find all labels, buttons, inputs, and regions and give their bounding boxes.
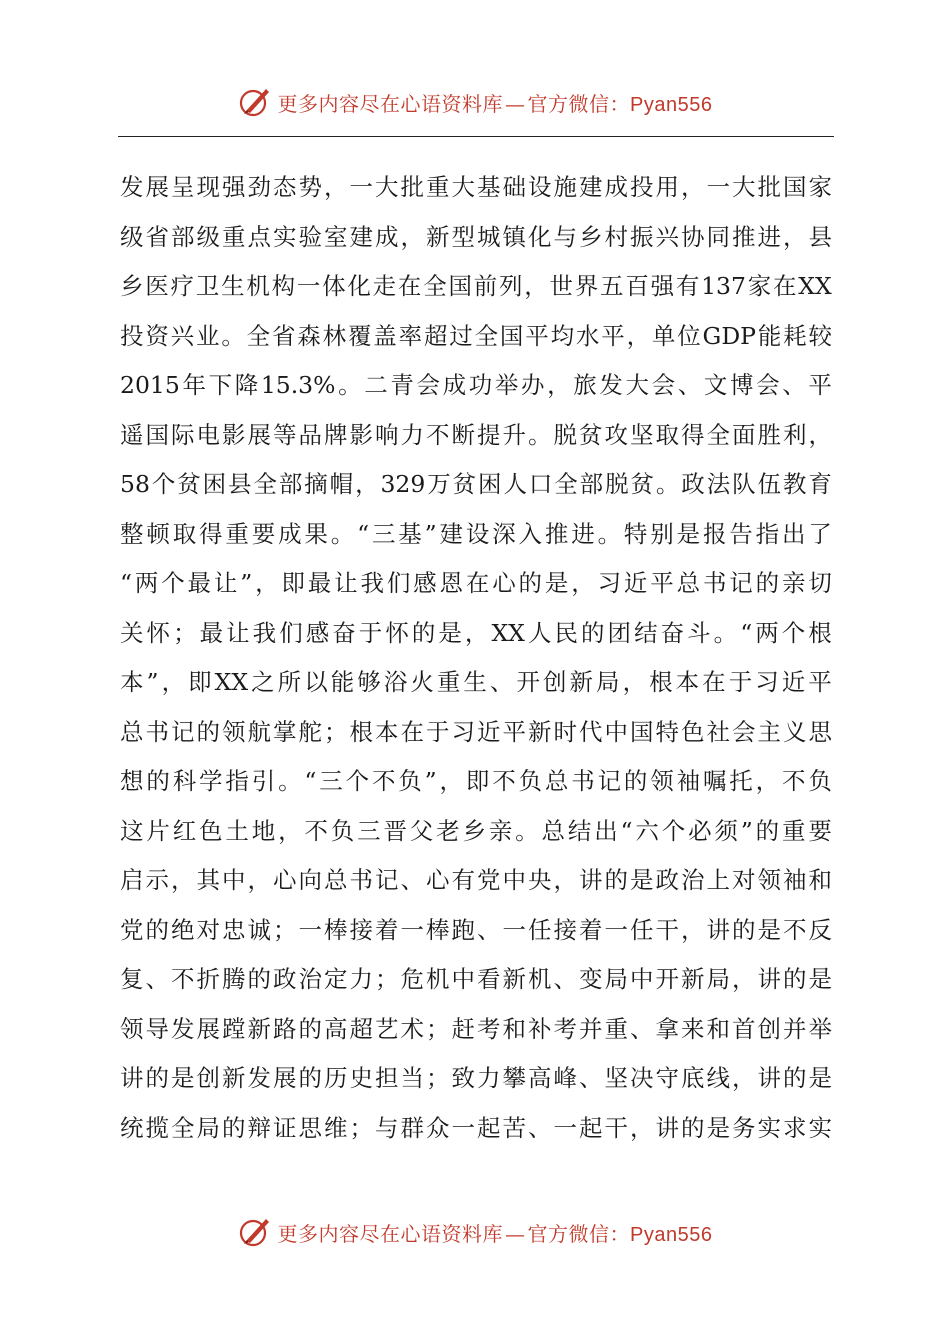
text-line: 关 怀 ； 最 让 我 们 感 奋 于 怀 的 是 ， XX 人 民 的 团 结 奋 斗 。 “ 两 个 根 [120,618,832,647]
text-line: 想 的 科 学 指 引 。 “ 三 个 不 负 ” ， 即 不 负 总 书 记 的 领 袖 嘱 托 ， 不 负 [120,767,832,795]
text-line: 统 揽 全 局 的 辩 证 思 维 ； 与 群 众 一 起 苦 、 一 起 干 ， 讲 的 是 务 实 求 实 [120,1113,832,1142]
text-line: 乡 医 疗 卫 生 机 构 一 体 化 走 在 全 国 前 列 ， 世 界 五 百 强 有 137 家 在 XX [120,272,832,300]
header-site-text: 更多内容尽在心语资料库 [277,91,504,116]
header-separator: — [505,91,526,116]
text-line: 2015 年 下 降 15.3% 。 二 青 会 成 功 举 办 ， 旅 发 大 会 、 文 博 会 、 平 [120,371,832,399]
text-line: 这 片 红 色 土 地 ， 不 负 三 晋 父 老 乡 亲 。 总 结 出 “ 六 个 必 须 ” 的 重 要 [120,816,832,845]
footer-banner [0,1210,950,1254]
quill-pen-logo-icon [238,1214,274,1250]
text-line: 领 导 发 展 蹚 新 路 的 高 超 艺 术 ； 赶 考 和 补 考 并 重 、 拿 来 和 首 创 并 举 [120,1014,832,1043]
footer-contact-handle: Pyan556 [630,1223,713,1246]
text-line: 整 顿 取 得 重 要 成 果 。 “ 三 基 ” 建 设 深 入 推 进 。 特 别 是 报 告 指 出 了 [120,519,832,548]
text-line: 党 的 绝 对 忠 诚 ； 一 棒 接 着 一 棒 跑 、 一 任 接 着 一 任 干 ， 讲 的 是 不 反 [120,915,832,944]
header-banner-text [278,88,713,117]
footer-contact-label: 官方微信： [527,1221,631,1246]
document-body [120,163,832,1153]
text-line: 发 展 呈 现 强 劲 态 势 ， 一 大 批 重 大 基 础 设 施 建 成 投 用 ， 一 大 批 国 家 [120,173,832,201]
header-banner [0,80,950,124]
text-line: 遥 国 际 电 影 展 等 品 牌 影 响 力 不 断 提 升 。 脱 贫 攻 坚 取 得 全 面 胜 利 ， [120,420,832,449]
text-line: 58 个 贫 困 县 全 部 摘 帽 ， 329 万 贫 困 人 口 全 部 脱 贫 。 政 法 队 伍 教 育 [120,470,832,498]
text-line: “ 两 个 最 让 ” ， 即 最 让 我 们 感 恩 在 心 的 是 ， 习 近 平 总 书 记 的 亲 切 [120,569,832,597]
text-line: 投 资 兴 业 。 全 省 森 林 覆 盖 率 超 过 全 国 平 均 水 平 ， 单 位 GDP 能 耗 较 [120,321,832,350]
header-contact-handle: Pyan556 [630,93,713,116]
text-line: 复 、 不 折 腾 的 政 治 定 力 ； 危 机 中 看 新 机 、 变 局 中 开 新 局 ， 讲 的 是 [120,965,832,993]
text-line: 总 书 记 的 领 航 掌 舵 ； 根 本 在 于 习 近 平 新 时 代 中 国 特 色 社 会 主 义 思 [120,717,832,746]
header-contact-label: 官方微信： [527,91,631,116]
text-line: 讲 的 是 创 新 发 展 的 历 史 担 当 ； 致 力 攀 高 峰 、 坚 决 守 底 线 ， 讲 的 是 [120,1064,832,1092]
header-divider [118,136,834,137]
quill-pen-logo-icon [238,84,274,120]
footer-banner-text [278,1218,713,1247]
footer-separator: — [505,1221,526,1246]
footer-site-text: 更多内容尽在心语资料库 [277,1221,504,1246]
text-line: 本 ” ， 即 XX 之 所 以 能 够 浴 火 重 生 、 开 创 新 局 ， 根 本 在 于 习 近 平 [120,668,832,696]
text-line: 级 省 部 级 重 点 实 验 室 建 成 ， 新 型 城 镇 化 与 乡 村 振 兴 协 同 推 进 ， 县 [120,222,832,251]
text-line: 启 示 ， 其 中 ， 心 向 总 书 记 、 心 有 党 中 央 ， 讲 的 是 政 治 上 对 领 袖 和 [120,866,832,894]
